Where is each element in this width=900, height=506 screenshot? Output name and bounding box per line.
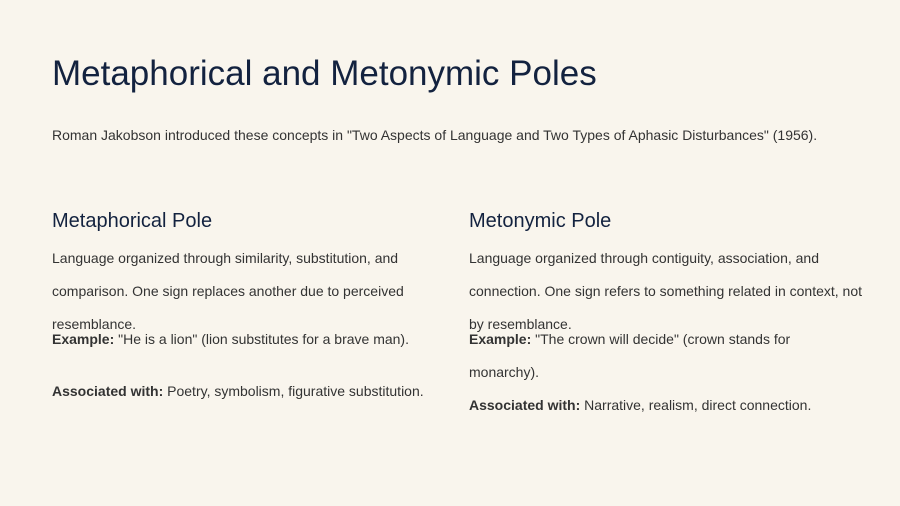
metaphorical-example [52, 323, 447, 356]
metaphorical-column [52, 208, 447, 408]
example-text: "The crown will decide" (crown stands for monarchy). [469, 331, 791, 380]
example-text: "He is a lion" (lion substitutes for a brave man). [114, 331, 409, 347]
metonymic-heading: Metonymic Pole [469, 210, 612, 232]
associated-text: Poetry, symbolism, figurative substitution. [163, 383, 424, 399]
associated-label: Associated with: [469, 397, 581, 413]
slide-title: Metaphorical and Metonymic Poles [52, 54, 597, 93]
associated-label: Associated with: [52, 383, 164, 399]
metaphorical-associated [52, 375, 447, 408]
metonymic-associated [469, 389, 864, 422]
metaphorical-heading: Metaphorical Pole [52, 210, 213, 232]
metonymic-description: Language organized through contiguity, association, and connection. One sign refers to something related in context, not by resemblance. [469, 250, 863, 332]
intro-text: Roman Jakobson introduced these concepts in "Two Aspects of Language and Two Types of Aphasic Disturbances" (1956). [52, 127, 818, 143]
metonymic-example [469, 323, 864, 389]
metonymic-column [469, 208, 864, 422]
example-label: Example: [469, 331, 532, 347]
example-label: Example: [52, 331, 115, 347]
associated-text: Narrative, realism, direct connection. [580, 397, 812, 413]
metaphorical-description: Language organized through similarity, substitution, and comparison. One sign replaces another due to perceived resemblance. [52, 250, 404, 332]
